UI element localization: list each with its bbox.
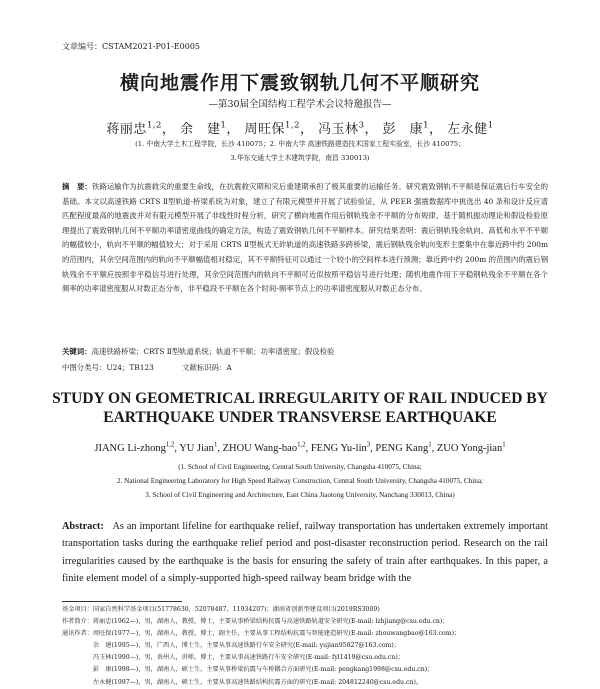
chinese-abstract-label: 摘 要： [62,182,92,191]
author-name: JIANG Li-zhong [94,443,166,454]
chinese-keywords [62,346,334,357]
english-title [0,389,600,427]
author-name: ZHOU Wang-bao [222,443,298,454]
chinese-affiliation-line-1: (1. 中南大学土木工程学院，长沙 410075；2. 中南大学 高速铁路建造技术国家工程实验室，长沙 410075； [135,140,465,148]
author-name: 蒋丽忠 [106,122,147,137]
document-code: 文献标识码：A [182,363,232,372]
chinese-keywords-label: 关键词： [62,347,92,356]
english-author-list: JIANG Li-zhong$^{1,2}$, YU Jian$^1$, ZHOU Wang-bao$^{1,2}$, FENG Yu-lin$^3$, PENG Kang$^1$, ZUO Yong-jian$^1$ [94,441,506,454]
author-affiliation-mark: 3 [358,119,365,130]
english-title-line-1: STUDY ON GEOMETRICAL IRREGULARITY OF RAIL INDUCED BY [52,390,548,407]
footnote-author-bio: 左永健(1997—)，男，湖南人，硕士生，主要从事高速铁路结构抗震方面的研究(E-mail: 204812240@csu.edu.cn)。 [62,678,423,686]
chinese-keywords-text: 高速铁路桥梁；CRTS Ⅱ型轨道系统；轨道不平顺；功率谱密度；假设检验 [91,347,335,356]
author-name: ZUO Yong-jian [436,443,503,454]
author-affiliation-mark: 1 [213,441,218,449]
author-affiliation-mark: 1,2 [297,441,306,449]
classification-line [62,362,232,373]
author-name: 冯玉林 [318,122,359,137]
footnote-author-bio: 余 建(1995—)，男，广西人，博士生，主要从事高速铁路行车安全研究(E-mail: yujian95827@163.com)； [62,642,401,650]
author-name: 左永健 [447,122,488,137]
author-name: FENG Yu-lin [310,443,367,454]
chinese-title: 横向地震作用下震致钢轨几何不平顺研究 [119,72,480,94]
chinese-abstract [62,180,548,297]
footnote-author-bio: 作者简介：蒋丽忠(1962—)，男，湖南人，教授，博士，主要从事桥梁结构抗震与高速铁路轨道安全研究(E-mail: lzhjiang@csu.edu.cn)； [62,618,449,626]
footnotes [62,604,552,689]
author-affiliation-mark: 1 [423,119,430,130]
english-abstract [62,518,548,588]
chinese-subtitle: —第30届全国结构工程学术会议特邀报告— [208,99,392,110]
author-name: 彭 康 [382,122,424,137]
footnote-divider [62,601,182,602]
author-affiliation-mark: 1,2 [285,119,300,130]
footnote-author-bio: 通讯作者：周旺保(1977—)，男，湖南人，教授，博士，副主任，主要从事工程结构抗震与智能建造研究(E-mail: zhouwangbao@163.com)； [62,630,461,638]
author-affiliation-mark: 1 [220,119,227,130]
author-affiliation-mark: 1 [487,119,494,130]
footnote-funding: 基金项目：国家自然科学基金项目(51778630，52078487，11934207)；湖南省创新型建设项目(2019RS3009) [62,606,380,613]
chinese-author-list: 蒋丽忠$^{1,2}$， 余 建$^1$， 周旺保$^{1,2}$， 冯玉林$^3$， 彭 康$^1$， 左永健$^1$ [106,119,494,137]
author-name: YU Jian [179,443,214,454]
chinese-abstract-text: 铁路运输作为抗震救灾的重要生命线，在抗震救灾期和灾后重建期承担了极其重要的运输任务。研究震致钢轨不平顺是保证震后行车安全的基础。本文以高速铁路 CRTS Ⅱ型轨道-桥梁系统为对象，建立了有限元模型并开展了试验验证，从 PEER 强震数据库中挑选出 40 条和设计反应谱匹配程度最高的地震波并对有限元模型开展了非线性时程分析，研究了横向地震作用后钢轨残余不平顺的分布规律，基于随机振动理论和假设检验原理提出了震致钢轨几何不平顺功率谱密度曲线的确定方法，构造了震致钢轨几何不平顺样本。研究结果表明：震后钢轨残余轨向、高低和水平不平顺的幅值较小，轨向不平顺的幅值较大；对于采用 CRTS Ⅱ型板式无砟轨道的高速铁路多跨桥梁，震后钢轨残余轨向变形主要集中在靠近跨中约 200m 的范围内，其余空间范围内的轨向不平顺幅值相对稳定，其不平顺特征可以通过一个较小的空间样本进行预测；靠近跨中约 200m 的范围内的震后钢轨残余不平顺应按照非平稳信号进行处理，其余空间范围内的轨向不平顺可近似按照平稳信号进行处理；随机地震作用下平稳钢轨残余不平顺在各个频率的功率谱密度服从对数正态分布，非平稳段不平顺在各个时间-频率节点上的功率谱密度服从对数正态分布。 [62,182,548,294]
english-abstract-label: Abstract: [62,521,104,532]
author-name: 余 建 [180,122,221,137]
author-name: PENG Kang [375,443,429,454]
english-abstract-text: As an important lifeline for earthquake relief, railway transportation has undertaken extremely important transportation tasks during the earthquake relief period and post-disaster reconstruction period. Research on the rail irregularities caused by the earthquake is the basis for ensuring the safety of train after earthquakes. In this paper, a finite element model of a simply-supported high-speed railway beam bridge with the [62,521,548,585]
author-affiliation-mark: 1,2 [146,119,162,130]
english-affiliation-2: 2. National Engineering Laboratory for High Speed Railway Construction, Central South University, Changsha 410075, China; [116,477,484,485]
english-affiliation-3: 3. School of Civil Engineering and Architecture, East China Jiaotong University, Nanchang 330013, China) [145,491,455,499]
author-affiliation-mark: 1 [502,441,506,449]
author-affiliation-mark: 3 [366,441,371,449]
author-affiliation-mark: 1 [428,441,432,449]
english-affiliation-1: (1. School of Civil Engineering, Central South University, Changsha 410075, China; [178,463,422,471]
footnote-author-bio: 彭 康(1998—)，男，湖南人，硕士生，主要从事桥梁抗震与车桥耦合方面研究(E-mail: pengkang1998@csu.edu.cn)； [62,666,434,674]
english-title-line-2: EARTHQUAKE UNDER TRANSVERSE EARTHQUAKE [103,409,497,426]
footnote-author-bio: 冯玉林(1990—)，男，贵州人，讲师，博士，主要从事高速铁路行车安全研究(E-mail: fyl1419@csu.edu.cn)； [62,654,404,662]
clc-number: 中图分类号：U24；TB123 [62,363,154,372]
article-number: 文章编号：CSTAM2021-P01-E0005 [62,42,200,51]
author-name: 周旺保 [244,122,286,137]
author-affiliation-mark: 1,2 [165,441,175,449]
chinese-affiliation-line-2: 3.华东交通大学土木建筑学院，南昌 330013) [230,154,370,162]
